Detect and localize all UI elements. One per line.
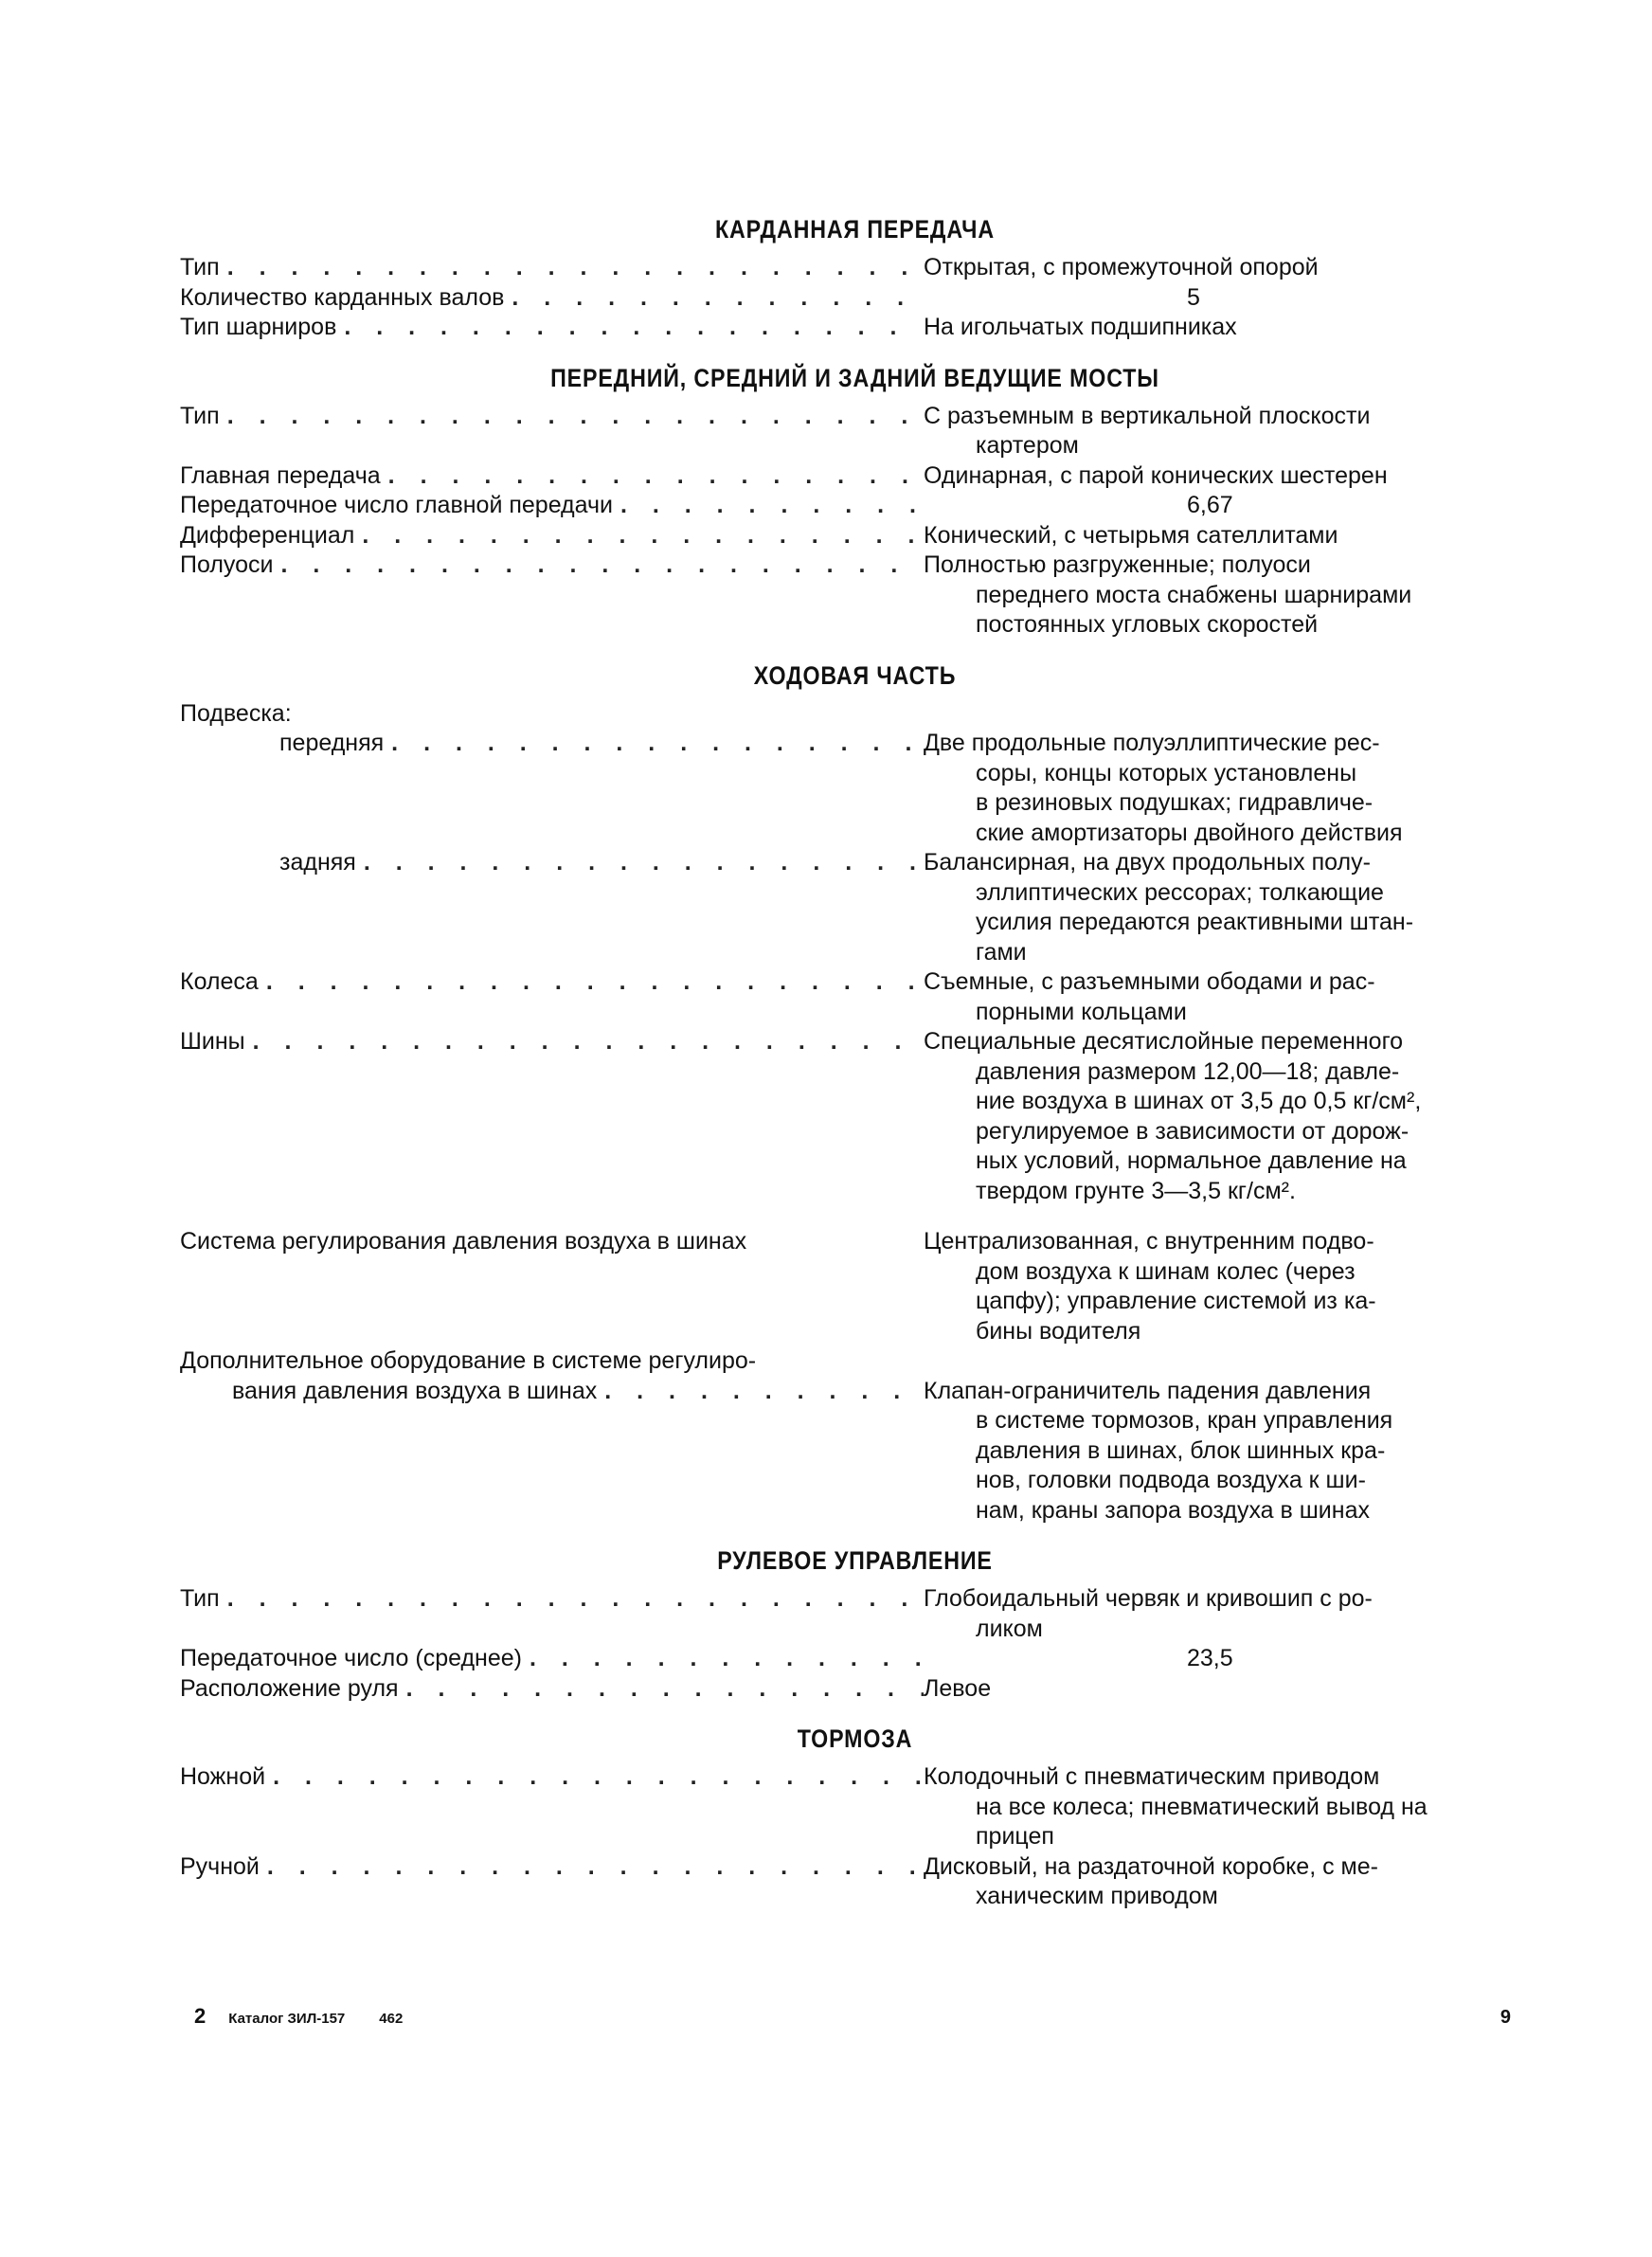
signature-mark: 2 xyxy=(194,2004,206,2028)
spec-label-continued: вания давления воздуха в шинах xyxy=(232,1377,598,1404)
spec-label: Передаточное число главной передачи xyxy=(180,492,613,518)
spec-label: Шины xyxy=(180,1028,245,1055)
spec-value: Дисковый, на раздаточной коробке, с ме- ханическим приводом xyxy=(924,1852,1378,1909)
spec-label: Тип xyxy=(180,254,220,280)
spec-row xyxy=(180,848,1530,967)
spacer xyxy=(180,1206,1530,1227)
spec-value: На игольчатых подшипниках xyxy=(924,314,1237,340)
spec-label: Тип xyxy=(180,1585,220,1612)
section-title: ПЕРЕДНИЙ, СРЕДНИЙ И ЗАДНИЙ ВЕДУЩИЕ МОСТЫ xyxy=(550,363,1159,392)
dot-leader xyxy=(406,1674,924,1705)
spec-row xyxy=(180,1674,1530,1705)
spec-label: Полуоси xyxy=(180,551,274,578)
spec-label: передняя xyxy=(279,730,385,756)
spec-value: Колодочный с пневматическим приводом на все колеса; пневматический вывод на прицеп xyxy=(924,1763,1428,1850)
spec-value: Полностью разгруженные; полуоси переднего моста снабжены шарнирами постоянных угловых скоростей xyxy=(924,551,1412,638)
section-title: КАРДАННАЯ ПЕРЕДАЧА xyxy=(714,215,995,244)
spec-value: Балансирная, на двух продольных полу- эллиптических рессорах; толкающие усилия передаются реактивными штан- гами xyxy=(924,849,1414,966)
spec-row xyxy=(180,1584,1530,1644)
section-steering xyxy=(180,1544,1530,1704)
dot-leader xyxy=(227,1584,924,1615)
spec-row xyxy=(180,967,1530,1027)
dot-leader xyxy=(364,848,924,878)
spec-value: Левое xyxy=(924,1674,992,1702)
spec-value: Клапан-ограничитель падения давления в системе тормозов, кран управления давления в шинах, блок шинных кра- нов, головки подвода воздуха к ши- нам, краны запора воздуха в шинах xyxy=(924,1377,1393,1524)
spec-label: Передаточное число (среднее) xyxy=(180,1645,522,1671)
dot-leader xyxy=(620,491,924,521)
spec-row xyxy=(180,283,1530,314)
spec-value: Открытая, с промежуточной опорой xyxy=(924,254,1319,280)
page-footer xyxy=(194,2004,1511,2029)
spec-label: Расположение руля xyxy=(180,1674,399,1702)
spec-label: Дифференциал xyxy=(180,521,355,549)
spec-row xyxy=(180,729,1530,848)
dot-leader xyxy=(227,253,924,283)
spec-label: Тип шарниров xyxy=(180,314,337,340)
dot-leader xyxy=(362,521,924,551)
spec-row xyxy=(180,1027,1530,1206)
dot-leader xyxy=(344,313,924,343)
spec-row xyxy=(180,1762,1530,1852)
spec-row xyxy=(180,1852,1530,1912)
spec-label: Ручной xyxy=(180,1852,260,1880)
spec-label: Система регулирования давления воздуха в шинах xyxy=(180,1228,747,1255)
spec-label: Количество карданных валов xyxy=(180,283,505,311)
spec-label: задняя xyxy=(279,849,356,876)
spec-value: 6,67 xyxy=(1187,492,1233,518)
spec-row xyxy=(180,521,1530,551)
spec-row xyxy=(180,313,1530,343)
spec-value: 5 xyxy=(1187,283,1200,311)
section-title: ХОДОВАЯ ЧАСТЬ xyxy=(753,660,957,690)
catalog-page xyxy=(180,213,1530,1931)
dot-leader xyxy=(388,461,924,492)
section-cardan-drive xyxy=(180,213,1530,343)
dot-leader xyxy=(266,967,924,998)
dot-leader xyxy=(512,283,924,314)
section-driving-axles xyxy=(180,362,1530,641)
spec-row xyxy=(180,402,1530,461)
spec-label: Тип xyxy=(180,402,220,429)
dot-leader xyxy=(227,402,924,432)
dot-leader xyxy=(604,1377,924,1407)
group-label-suspension: Подвеска: xyxy=(180,699,292,727)
spec-row xyxy=(180,1377,1530,1526)
spec-value: 23,5 xyxy=(1187,1645,1233,1671)
spec-row-label-line1 xyxy=(180,1346,1530,1377)
section-title: ТОРМОЗА xyxy=(797,1724,913,1753)
dot-leader xyxy=(391,729,924,759)
spec-row xyxy=(180,461,1530,492)
spec-value: Специальные десятислойные переменного давления размером 12,00—18; давле- ние воздуха в шинах от 3,5 до 0,5 кг/см², регулируемое в зависимости от дорож- ных условий, нормальное давление на твердом грунте 3—3,5 кг/см². xyxy=(924,1028,1422,1204)
section-running-gear xyxy=(180,659,1530,1526)
dot-leader xyxy=(273,1762,924,1793)
spec-label: Дополнительное оборудование в системе регулиро- xyxy=(180,1347,757,1374)
spec-value: Глобоидальный червяк и кривошип с ро- ликом xyxy=(924,1585,1373,1642)
spec-value: Съемные, с разъемными ободами и рас- порными кольцами xyxy=(924,968,1375,1025)
spec-row xyxy=(180,253,1530,283)
catalog-title: Каталог ЗИЛ-157 xyxy=(228,2011,346,2027)
spec-row xyxy=(180,1227,1530,1346)
section-brakes xyxy=(180,1723,1530,1912)
spec-value: Одинарная, с парой конических шестерен xyxy=(924,461,1388,489)
spec-label: Главная передача xyxy=(180,461,381,489)
print-order-number: 462 xyxy=(379,2011,404,2027)
spec-label: Колеса xyxy=(180,968,259,995)
spec-label: Ножной xyxy=(180,1763,266,1790)
dot-leader xyxy=(253,1027,924,1057)
spec-value: Конический, с четырьмя сателлитами xyxy=(924,521,1338,549)
spec-value: Централизованная, с внутренним подво- дом воздуха к шинам колес (через цапфу); управление системой из ка- бины водителя xyxy=(924,1228,1376,1345)
spec-value: С разъемным в вертикальной плоскости картером xyxy=(924,402,1371,459)
spec-row xyxy=(180,491,1530,521)
dot-leader xyxy=(267,1852,924,1883)
spec-row xyxy=(180,1644,1530,1674)
spec-row xyxy=(180,551,1530,641)
spec-value: Две продольные полуэллиптические рес- соры, концы которых установлены в резиновых подушках; гидравличе- ские амортизаторы двойного действия xyxy=(924,730,1403,846)
dot-leader xyxy=(280,551,924,581)
page-number: 9 xyxy=(1499,2007,1511,2028)
dot-leader xyxy=(530,1644,924,1674)
section-title: РУЛЕВОЕ УПРАВЛЕНИЕ xyxy=(717,1546,993,1575)
